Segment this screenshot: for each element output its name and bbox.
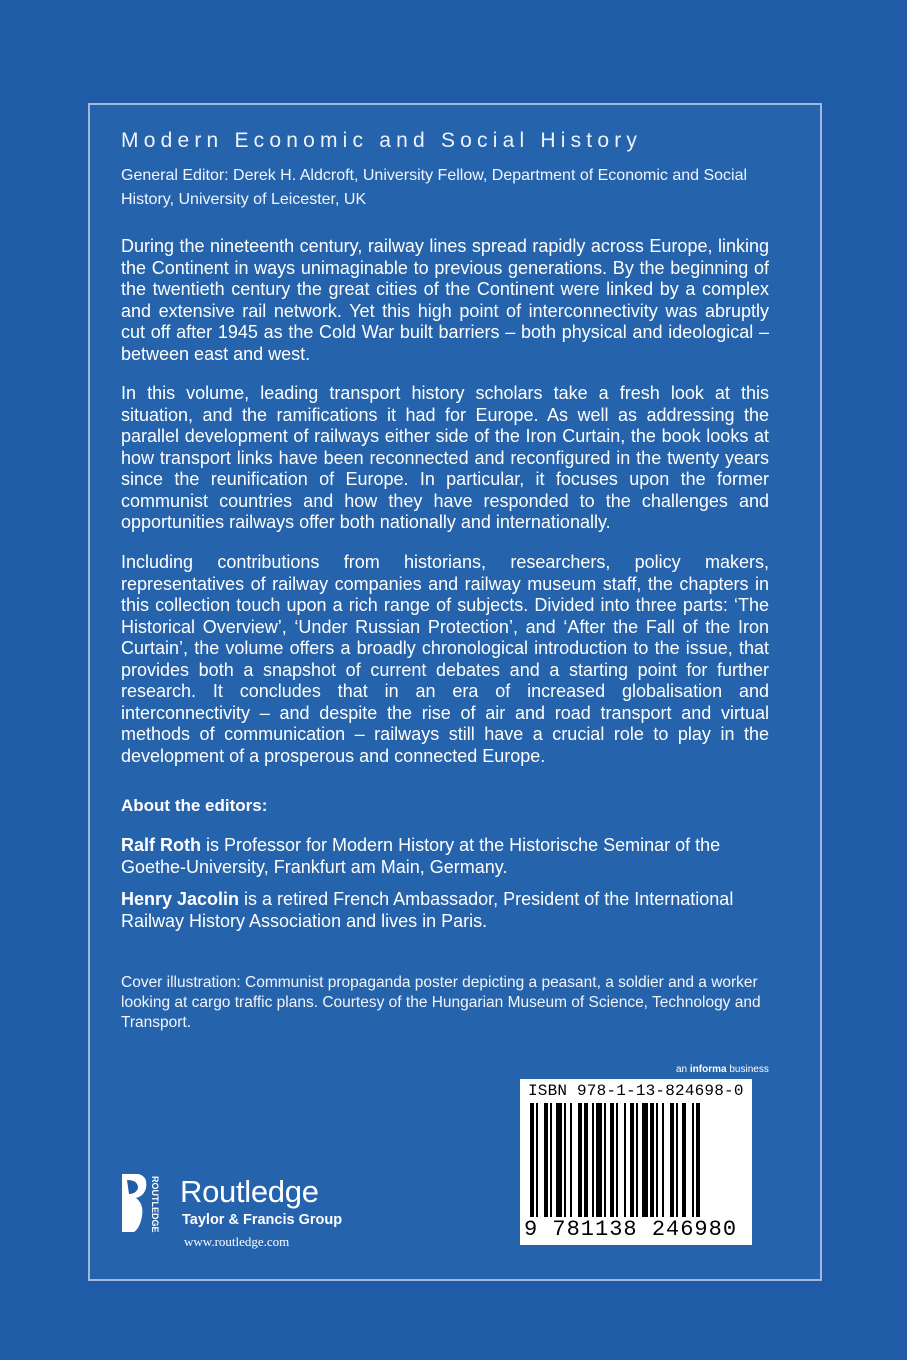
barcode-bar	[616, 1103, 618, 1217]
barcode-bar	[682, 1103, 686, 1217]
barcode-bar	[604, 1103, 606, 1217]
barcode-bar	[578, 1103, 582, 1217]
barcode-bar	[630, 1103, 634, 1217]
ean-digits: 9 781138 246980	[524, 1217, 738, 1242]
barcode-bar	[570, 1103, 572, 1217]
barcode-bar	[610, 1103, 614, 1217]
isbn-text: ISBN 978-1-13-824698-0	[528, 1082, 744, 1100]
barcode-bar	[636, 1103, 638, 1217]
barcode-bar	[656, 1103, 658, 1217]
barcode-bar	[676, 1103, 678, 1217]
barcode-bar	[592, 1103, 594, 1217]
barcode-bar	[650, 1103, 654, 1217]
barcode-bar	[624, 1103, 626, 1217]
informa-tagline	[676, 1064, 769, 1075]
logo-vertical-text: ROUTLEDGE	[150, 1176, 160, 1233]
editor-bio-1	[121, 834, 769, 878]
informa-suffix: business	[726, 1064, 769, 1075]
barcode-bar	[596, 1103, 602, 1217]
publisher-url: www.routledge.com	[184, 1234, 290, 1249]
barcode-bar	[556, 1103, 562, 1217]
editor-name: Henry Jacolin	[121, 889, 240, 909]
publisher-group: Taylor & Francis Group	[182, 1212, 343, 1228]
barcode-bar	[536, 1103, 538, 1217]
barcode-bar	[696, 1103, 700, 1217]
barcode-bar	[544, 1103, 548, 1217]
barcode-bar	[642, 1103, 648, 1217]
barcode-bar	[692, 1103, 694, 1217]
informa-brand: informa	[689, 1064, 727, 1075]
barcode-bar	[670, 1103, 674, 1217]
informa-prefix: an	[676, 1064, 690, 1075]
barcode-bars	[530, 1103, 742, 1217]
routledge-logo-icon	[118, 1170, 158, 1236]
barcode-bar	[550, 1103, 552, 1217]
publisher-name: Routledge	[180, 1174, 319, 1209]
barcode-bar	[662, 1103, 664, 1217]
editor-bio-text: is a retired French Ambassador, President of the International Railway History Association and lives in Paris.	[121, 889, 734, 931]
about-editors-heading: About the editors:	[121, 796, 268, 815]
barcode-bar	[530, 1103, 534, 1217]
series-title: Modern Economic and Social History	[121, 129, 643, 152]
editor-bio-2	[121, 888, 769, 932]
blurb-paragraph-1: During the nineteenth century, railway lines spread rapidly across Europe, linking the Continent in ways unimaginable to previous generations. By the beginning of the twentieth century the great cities of the Continent were linked by a complex and extensive rail network. Yet this high point of interconnectivity was abruptly cut off after 1945 as the Cold War built barriers – both physical and ideological – between east and west.	[121, 236, 769, 364]
cover-credit: Cover illustration: Communist propaganda poster depicting a peasant, a soldier and a worker looking at cargo traffic plans. Courtesy of the Hungarian Museum of Science, Technology and Transport.	[121, 974, 761, 1031]
blurb-paragraph-3: Including contributions from historians, researchers, policy makers, representatives of railway companies and railway museum staff, the chapters in this collection touch upon a rich range of subjects. Divided into three parts: ‘The Historical Overview’, ‘Under Russian Protection’, and ‘After the Fall of the Iron Curtain’, the volume offers a broadly chronological introduction to the issue, that provides both a snapshot of current debates and a starting point for further research. It concludes that in an era of increased globalisation and interconnectivity – and despite the rise of air and road transport and virtual methods of communication – railways still have a crucial role to play in the development of a prosperous and connected Europe.	[121, 552, 769, 766]
blurb-paragraph-2: In this volume, leading transport history scholars take a fresh look at this situation, and the ramifications it had for Europe. As well as addressing the parallel development of railways either side of the Iron Curtain, the book looks at how transport links have been reconnected and reconfigured in the twenty years since the reunification of Europe. In particular, it focuses upon the former communist countries and how they have responded to the challenges and opportunities railways offer both nationally and internationally.	[121, 383, 769, 532]
editor-name: Ralf Roth	[121, 835, 201, 855]
isbn-barcode	[520, 1079, 752, 1245]
general-editor: General Editor: Derek H. Aldcroft, University Fellow, Department of Economic and Social History, University of Leicester, UK	[121, 167, 748, 208]
editor-bio-text: is Professor for Modern History at the Historische Seminar of the Goethe-University, Frankfurt am Main, Germany.	[121, 835, 721, 877]
barcode-bar	[584, 1103, 588, 1217]
barcode-bar	[564, 1103, 566, 1217]
